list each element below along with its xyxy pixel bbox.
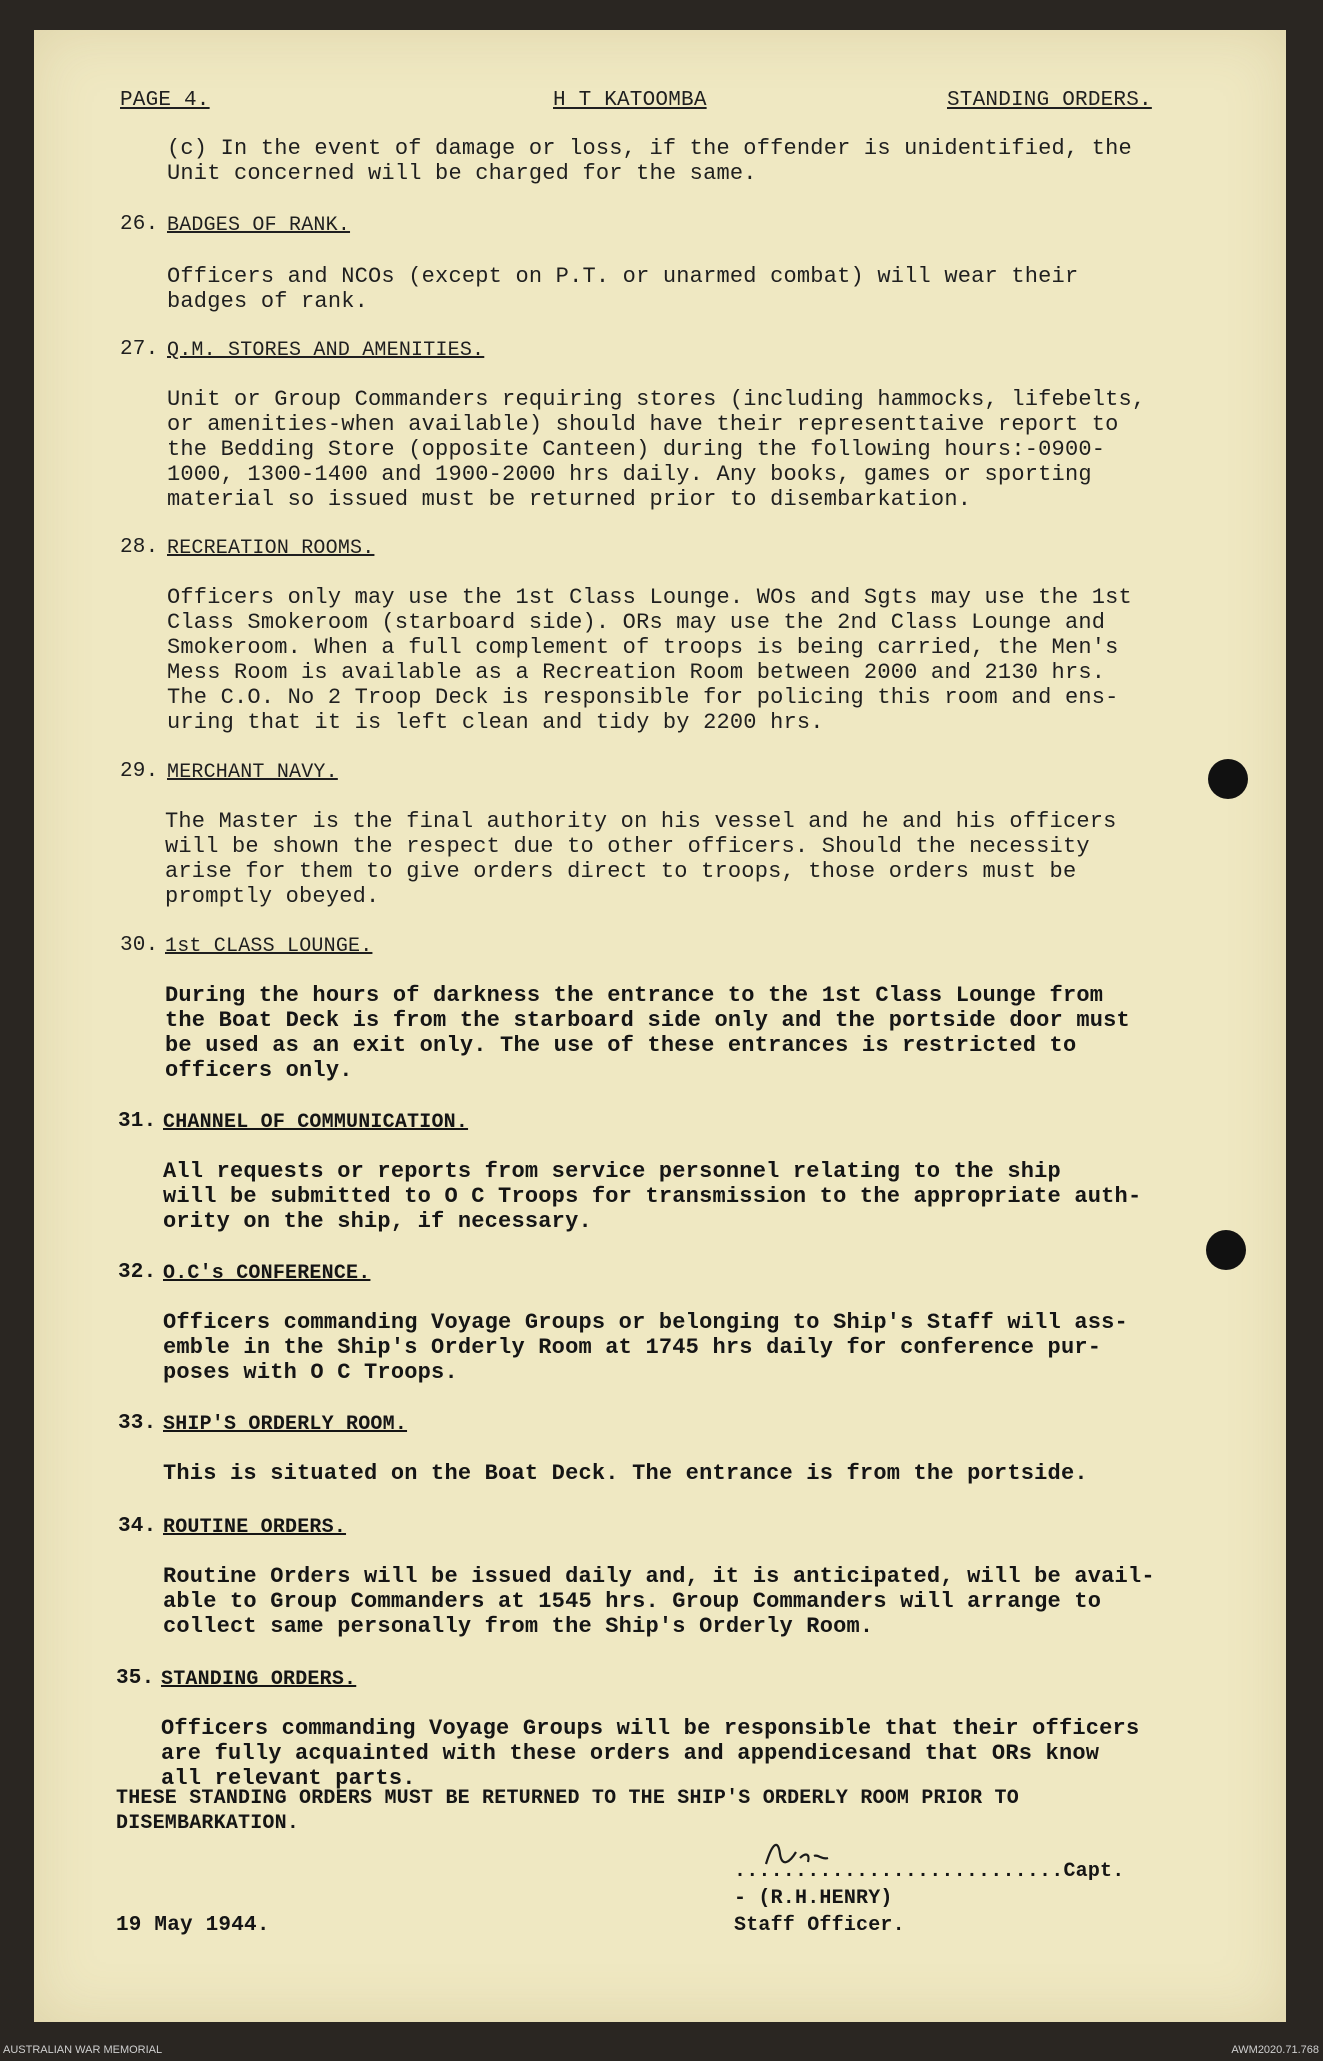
section-line: will be submitted to O C Troops for transmission to the appropriate auth- [163,1184,1142,1209]
signature-rank-line: ...........................Capt. [734,1860,1125,1883]
section-line: arise for them to give orders direct to troops, those orders must be [165,859,1077,884]
section-number: 31. [118,1110,157,1133]
signature-name: - (R.H.HENRY) [734,1887,893,1910]
section-number: 32. [118,1261,157,1284]
archive-reference: AWM2020.71.768 [1231,2044,1319,2056]
section-line: badges of rank. [167,289,369,314]
section-line: The C.O. No 2 Troop Deck is responsible for policing this room and ens- [167,685,1119,710]
punch-hole [1206,1230,1246,1270]
section-line: collect same personally from the Ship's Orderly Room. [163,1614,874,1639]
section-heading: BADGES OF RANK. [167,214,351,237]
section-line: ority on the ship, if necessary. [163,1209,592,1234]
section-line: Routine Orders will be issued daily and, it is anticipated, will be avail- [163,1564,1155,1589]
section-line: 1000, 1300-1400 and 1900-2000 hrs daily. Any books, games or sporting [167,462,1092,487]
intro-line: Unit concerned will be charged for the same. [167,161,757,186]
section-line: material so issued must be returned prior to disembarkation. [167,487,972,512]
intro-line: (c) In the event of damage or loss, if the offender is unidentified, the [167,136,1132,161]
section-heading: ROUTINE ORDERS. [163,1516,347,1539]
section-heading: O.C's CONFERENCE. [163,1262,371,1285]
section-heading: RECREATION ROOMS. [167,537,375,560]
section-line: During the hours of darkness the entrance to the 1st Class Lounge from [165,983,1104,1008]
section-line: Officers commanding Voyage Groups will be responsible that their officers [161,1716,1140,1741]
section-number: 28. [120,536,159,559]
closing-line: THESE STANDING ORDERS MUST BE RETURNED TO THE SHIP'S ORDERLY ROOM PRIOR TO [116,1787,1019,1810]
section-line: able to Group Commanders at 1545 hrs. Group Commanders will arrange to [163,1589,1102,1614]
section-number: 27. [120,338,159,361]
section-line: emble in the Ship's Orderly Room at 1745 hrs daily for conference pur- [163,1335,1102,1360]
section-line: Officers only may use the 1st Class Lounge. WOs and Sgts may use the 1st [167,585,1132,610]
section-line: This is situated on the Boat Deck. The entrance is from the portside. [163,1461,1088,1486]
section-line: Officers commanding Voyage Groups or belonging to Ship's Staff will ass- [163,1310,1128,1335]
section-line: promptly obeyed. [165,884,380,909]
section-line: will be shown the respect due to other officers. Should the necessity [165,834,1090,859]
section-line: officers only. [165,1058,353,1083]
section-heading: SHIP'S ORDERLY ROOM. [163,1413,408,1436]
ship-name: H T KATOOMBA [553,89,707,112]
section-heading: 1st CLASS LOUNGE. [165,935,373,958]
section-line: all relevant parts. [161,1766,416,1791]
section-number: 35. [116,1667,155,1690]
section-line: The Master is the final authority on his vessel and he and his officers [165,809,1117,834]
section-line: uring that it is left clean and tidy by 2200 hrs. [167,710,824,735]
closing-line: DISEMBARKATION. [116,1812,300,1835]
section-line: Officers and NCOs (except on P.T. or unarmed combat) will wear their [167,264,1079,289]
section-line: are fully acquainted with these orders and appendicesand that ORs know [161,1741,1100,1766]
punch-hole [1208,759,1248,799]
section-line: Class Smokeroom (starboard side). ORs may use the 2nd Class Lounge and [167,610,1106,635]
section-number: 33. [118,1412,157,1435]
section-heading: CHANNEL OF COMMUNICATION. [163,1111,469,1134]
section-line: Unit or Group Commanders requiring stores (including hammocks, lifebelts, [167,387,1146,412]
signature-title: Staff Officer. [734,1914,905,1937]
section-heading: Q.M. STORES AND AMENITIES. [167,339,485,362]
section-line: poses with O C Troops. [163,1360,458,1385]
document-date: 19 May 1944. [116,1914,270,1937]
section-number: 30. [120,934,159,957]
section-heading: STANDING ORDERS. [161,1668,357,1691]
section-line: Smokeroom. When a full complement of troops is being carried, the Men's [167,635,1119,660]
page-number: PAGE 4. [120,89,210,112]
section-line: or amenities-when available) should have their representtaive report to [167,412,1119,437]
section-number: 26. [120,213,159,236]
section-line: All requests or reports from service personnel relating to the ship [163,1159,1061,1184]
document-title: STANDING ORDERS. [947,89,1152,112]
section-line: the Boat Deck is from the starboard side only and the portside door must [165,1008,1130,1033]
archive-credit: AUSTRALIAN WAR MEMORIAL [3,2044,163,2056]
section-heading: MERCHANT NAVY. [167,761,338,784]
section-line: be used as an exit only. The use of these entrances is restricted to [165,1033,1077,1058]
section-line: Mess Room is available as a Recreation Room between 2000 and 2130 hrs. [167,660,1106,685]
section-number: 29. [120,760,159,783]
section-line: the Bedding Store (opposite Canteen) during the following hours:-0900- [167,437,1106,462]
section-number: 34. [118,1515,157,1538]
document-page [34,30,1286,2022]
